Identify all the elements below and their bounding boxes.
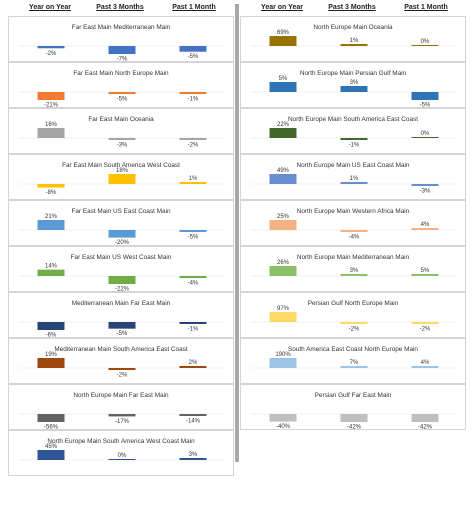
data-label-past-1-month: -4% <box>187 280 199 287</box>
bar-year-on-year <box>270 174 297 184</box>
chart-title: Far East Main US West Coast Main <box>70 254 172 261</box>
left-chart-column <box>8 0 234 476</box>
data-label-year-on-year: -56% <box>43 424 59 431</box>
chart-title: North Europe Main Western Africa Main <box>296 208 410 215</box>
bar-past-1-month <box>180 276 207 278</box>
data-label-past-1-month: 3% <box>188 452 198 458</box>
bar-year-on-year <box>38 220 65 230</box>
bar-chart <box>9 63 235 109</box>
data-label-year-on-year: 49% <box>276 168 290 174</box>
bar-year-on-year <box>270 266 297 276</box>
data-label-past-3-months: 1% <box>349 38 359 44</box>
column-headers-left <box>8 0 234 16</box>
bar-past-3-months <box>341 138 368 140</box>
data-label-past-1-month: -5% <box>419 102 431 109</box>
chart-panel-persian-gulf-north-europe-main <box>240 292 466 338</box>
bar-year-on-year <box>270 82 297 92</box>
bar-past-3-months <box>109 174 136 184</box>
chart-panel-north-europe-main-south-america-east-coast <box>240 108 466 154</box>
bar-year-on-year <box>38 358 65 368</box>
data-label-past-3-months: -5% <box>116 96 128 103</box>
bar-past-3-months <box>109 92 136 94</box>
chart-panel-far-east-main-us-west-coast-main <box>8 246 234 292</box>
data-label-past-3-months: -3% <box>116 142 128 149</box>
bar-chart <box>9 109 235 155</box>
chart-panel-far-east-main-north-europe-main <box>8 62 234 108</box>
bar-year-on-year <box>270 312 297 322</box>
chart-title: Mediterranean Main South America East Coast <box>54 346 188 353</box>
chart-panel-mediterranean-main-far-east-main <box>8 292 234 338</box>
data-label-past-3-months: -2% <box>348 326 360 333</box>
data-label-past-1-month: -2% <box>419 326 431 333</box>
column-divider <box>235 4 239 462</box>
bar-past-1-month <box>180 92 207 94</box>
header-past-1-month: Past 1 Month <box>172 4 216 11</box>
chart-title: Far East Main Oceania <box>88 116 154 123</box>
header-year-on-year: Year on Year <box>29 4 71 11</box>
chart-panel-persian-gulf-far-east-main <box>240 384 466 430</box>
data-label-past-1-month: -14% <box>185 418 201 425</box>
data-label-past-1-month: 1% <box>188 176 198 182</box>
data-label-past-3-months: -5% <box>116 331 128 338</box>
data-label-year-on-year: 21% <box>44 214 58 220</box>
chart-panel-far-east-main-south-america-west-coast <box>8 154 234 200</box>
data-label-past-1-month: 2% <box>188 360 198 366</box>
bar-chart <box>9 293 235 339</box>
data-label-past-3-months: -22% <box>114 286 130 293</box>
data-label-year-on-year: -40% <box>275 424 291 431</box>
bar-chart <box>9 339 235 385</box>
chart-panel-mediterranean-main-south-america-east-coast <box>8 338 234 384</box>
bar-year-on-year <box>38 184 65 188</box>
chart-title: North Europe Main Oceania <box>313 24 393 31</box>
bar-past-3-months <box>109 230 136 238</box>
bar-chart <box>241 339 467 385</box>
data-label-past-1-month: 4% <box>420 360 430 366</box>
bar-past-1-month <box>412 45 439 46</box>
bar-year-on-year <box>270 414 297 422</box>
data-label-past-1-month: 0% <box>420 39 430 45</box>
data-label-past-1-month: -5% <box>187 234 199 241</box>
left-chart-panels <box>8 16 234 476</box>
data-label-year-on-year: 45% <box>44 444 58 450</box>
bar-past-3-months <box>341 86 368 92</box>
bar-past-1-month <box>180 46 207 52</box>
data-label-past-3-months: 3% <box>349 80 359 86</box>
data-label-year-on-year: 16% <box>44 122 58 128</box>
bar-year-on-year <box>38 270 65 276</box>
data-label-year-on-year: 5% <box>278 76 288 82</box>
data-label-past-3-months: 0% <box>117 453 127 459</box>
data-label-year-on-year: 69% <box>276 30 290 36</box>
chart-title: Far East Main US East Coast Main <box>71 208 171 215</box>
bar-past-3-months <box>109 368 136 370</box>
data-label-year-on-year: -6% <box>45 332 57 339</box>
data-label-past-3-months: 18% <box>115 168 129 174</box>
data-label-past-1-month: 5% <box>420 268 430 274</box>
bar-past-1-month <box>412 366 439 368</box>
chart-panel-north-europe-main-us-east-coast-main <box>240 154 466 200</box>
chart-title: Mediterranean Main Far East Main <box>71 300 171 307</box>
chart-title: North Europe Main South America West Coast Main <box>47 438 195 445</box>
data-label-past-3-months: -4% <box>348 234 360 241</box>
data-label-year-on-year: 25% <box>276 214 290 220</box>
chart-title: Far East Main Mediterranean Main <box>71 24 171 31</box>
chart-title: Far East Main South America West Coast <box>62 162 180 169</box>
data-label-past-1-month: -1% <box>187 96 199 103</box>
bar-chart <box>9 385 235 431</box>
bar-past-1-month <box>412 274 439 276</box>
bar-year-on-year <box>38 450 65 460</box>
chart-title: South America East Coast North Europe Main <box>287 346 418 353</box>
bar-year-on-year <box>270 358 297 368</box>
bar-past-3-months <box>109 322 136 329</box>
data-label-year-on-year: 190% <box>275 352 291 358</box>
bar-past-1-month <box>412 322 439 324</box>
data-label-past-1-month: -42% <box>417 424 433 431</box>
data-label-past-1-month: -1% <box>187 326 199 333</box>
chart-title: North Europe Main Far East Main <box>73 392 169 399</box>
chart-panel-north-europe-main-south-america-west-coast-main <box>8 430 234 476</box>
bar-past-1-month <box>412 92 439 100</box>
bar-chart <box>241 63 467 109</box>
bar-chart <box>241 109 467 155</box>
chart-panel-south-america-east-coast-north-europe-main <box>240 338 466 384</box>
data-label-past-3-months: -2% <box>116 372 128 379</box>
header-past-1-month: Past 1 Month <box>404 4 448 11</box>
data-label-past-3-months: 3% <box>349 268 359 274</box>
header-past-3-months: Past 3 Months <box>328 4 376 11</box>
data-label-year-on-year: 97% <box>276 306 290 312</box>
bar-past-3-months <box>341 414 368 422</box>
bar-past-1-month <box>412 414 439 422</box>
data-label-year-on-year: 22% <box>276 122 290 128</box>
chart-title: North Europe Main US East Coast Main <box>296 162 410 169</box>
data-label-past-1-month: -3% <box>419 188 431 195</box>
bar-chart <box>9 17 235 63</box>
data-label-year-on-year: 14% <box>44 263 58 270</box>
chart-panel-north-europe-main-western-africa-main <box>240 200 466 246</box>
data-label-year-on-year: 19% <box>44 352 58 358</box>
bar-past-3-months <box>341 230 368 232</box>
bar-past-3-months <box>341 274 368 276</box>
bar-year-on-year <box>38 322 65 330</box>
bar-past-1-month <box>180 182 207 184</box>
bar-past-1-month <box>180 414 207 416</box>
bar-past-1-month <box>412 228 439 230</box>
data-label-past-1-month: 0% <box>420 131 430 137</box>
bar-chart <box>9 201 235 247</box>
bar-past-1-month <box>180 366 207 368</box>
bar-chart <box>9 247 235 293</box>
data-label-year-on-year: 26% <box>276 260 290 266</box>
bar-chart <box>241 201 467 247</box>
bar-past-1-month <box>412 137 439 138</box>
bar-year-on-year <box>38 92 65 100</box>
chart-panel-far-east-main-oceania <box>8 108 234 154</box>
bar-year-on-year <box>270 220 297 230</box>
bar-past-3-months <box>109 459 136 460</box>
bar-chart <box>241 247 467 293</box>
data-label-year-on-year: -21% <box>43 102 59 109</box>
chart-panel-far-east-main-us-east-coast-main <box>8 200 234 246</box>
bar-past-3-months <box>341 322 368 324</box>
bar-past-1-month <box>180 322 207 324</box>
chart-title: Persian Gulf North Europe Main <box>307 300 399 307</box>
bar-past-3-months <box>341 366 368 368</box>
data-label-year-on-year: -2% <box>45 50 57 57</box>
chart-title: North Europe Main Mediterranean Main <box>296 254 410 261</box>
bar-chart <box>241 155 467 201</box>
bar-past-3-months <box>109 276 136 284</box>
data-label-past-3-months: -17% <box>114 418 130 425</box>
right-chart-column <box>240 0 466 430</box>
chart-title: Far East Main North Europe Main <box>73 70 169 77</box>
chart-title: Persian Gulf Far East Main <box>314 392 392 399</box>
bar-past-3-months <box>109 46 136 54</box>
chart-panel-north-europe-main-mediterranean-main <box>240 246 466 292</box>
bar-year-on-year <box>270 128 297 138</box>
bar-year-on-year <box>38 46 65 48</box>
chart-title: North Europe Main Persian Gulf Main <box>299 70 407 77</box>
right-chart-panels <box>240 16 466 430</box>
bar-year-on-year <box>270 36 297 46</box>
chart-panel-north-europe-main-oceania <box>240 16 466 62</box>
chart-panel-north-europe-main-far-east-main <box>8 384 234 430</box>
data-label-past-1-month: -2% <box>187 142 199 149</box>
data-label-past-3-months: -42% <box>346 424 362 431</box>
header-year-on-year: Year on Year <box>261 4 303 11</box>
bar-past-3-months <box>341 44 368 46</box>
bar-past-3-months <box>109 414 136 416</box>
bar-past-3-months <box>109 138 136 140</box>
bar-year-on-year <box>38 128 65 138</box>
bar-chart <box>241 17 467 63</box>
bar-past-3-months <box>341 182 368 184</box>
bar-past-1-month <box>180 230 207 232</box>
bar-chart <box>9 431 235 477</box>
bar-chart <box>241 293 467 339</box>
chart-panel-north-europe-main-persian-gulf-main <box>240 62 466 108</box>
data-label-past-3-months: -20% <box>114 240 130 247</box>
header-past-3-months: Past 3 Months <box>96 4 144 11</box>
column-headers-right <box>240 0 466 16</box>
bar-past-1-month <box>180 458 207 460</box>
data-label-past-3-months: -1% <box>348 142 360 149</box>
bar-year-on-year <box>38 414 65 422</box>
bar-chart <box>9 155 235 201</box>
chart-title: North Europe Main South America East Coast <box>287 116 418 123</box>
data-label-past-1-month: -5% <box>187 54 199 61</box>
bar-chart <box>241 385 467 431</box>
data-label-year-on-year: -8% <box>45 190 57 197</box>
data-label-past-3-months: -7% <box>116 56 128 63</box>
bar-past-1-month <box>180 138 207 140</box>
data-label-past-1-month: 4% <box>420 222 430 228</box>
data-label-past-3-months: 7% <box>349 360 359 366</box>
data-label-past-3-months: 1% <box>349 176 359 182</box>
bar-past-1-month <box>412 184 439 186</box>
chart-panel-far-east-main-mediterranean-main <box>8 16 234 62</box>
